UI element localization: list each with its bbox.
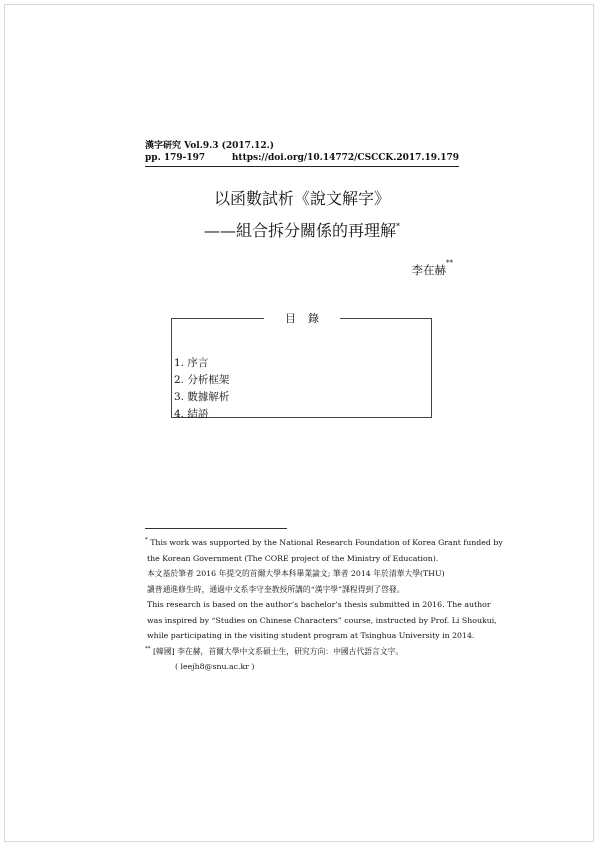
toc-item: 2. 分析框架 bbox=[174, 374, 230, 386]
journal-info: 漢字研究 Vol.9.3 (2017.12.) bbox=[145, 141, 274, 151]
doi-link[interactable]: https://doi.org/10.14772/CSCCK.2017.19.179 bbox=[231, 153, 459, 163]
footnote-2-mark: ** bbox=[145, 645, 151, 652]
author bbox=[411, 259, 454, 278]
footnote-text: while participating in the visiting student program at Tsinghua University in 2014. bbox=[147, 631, 475, 640]
toc-item: 4. 結語 bbox=[174, 408, 209, 420]
footnote-2-line bbox=[145, 644, 459, 660]
header-row bbox=[145, 152, 459, 164]
page-range: pp. 179-197 bbox=[145, 153, 206, 163]
footnote-text: [韓國] 李在赫，首爾大學中文系碩士生，研究方向：中國古代語言文字。 bbox=[152, 646, 404, 656]
toc-item: 1. 序言 bbox=[174, 357, 209, 369]
author-name: 李在赫 bbox=[411, 263, 446, 277]
footnote-1-mark: * bbox=[145, 537, 148, 543]
author-email[interactable]: ( leejh8@snu.ac.kr ) bbox=[175, 662, 255, 671]
page-frame bbox=[4, 4, 594, 842]
title-line-2 bbox=[145, 221, 459, 241]
toc-heading: 目錄 bbox=[264, 310, 340, 326]
toc-item: 3. 數據解析 bbox=[174, 391, 230, 403]
author-footnote-mark[interactable]: ** bbox=[446, 259, 453, 267]
header-rule bbox=[145, 166, 459, 167]
footnote-text: 本文基於筆者 2016 年提交的首爾大學本科畢業論文; 筆者 2014 年於清華大學(THU) bbox=[147, 569, 445, 578]
journal-header bbox=[145, 140, 459, 164]
title-footnote-mark[interactable]: * bbox=[396, 222, 400, 231]
footnote-text: was inspired by “Studies on Chinese Characters” course, instructed by Prof. Li Shoukui, bbox=[147, 615, 497, 625]
footnote-rule bbox=[145, 528, 287, 529]
footnote-text: This research is based on the author’s bachelor’s thesis submitted in 2016. The author bbox=[147, 600, 491, 609]
title-line-1: 以函數試析《說文解字》 bbox=[213, 189, 390, 208]
toc-list bbox=[174, 355, 229, 423]
footnote-1-line bbox=[145, 535, 503, 551]
footnote-text: 讀普通進修生時，通過中文系李守奎教授所講的“漢字學”課程得到了啓發。 bbox=[147, 584, 405, 594]
title-line-2-text: ——組合拆分關係的再理解 bbox=[203, 221, 396, 240]
footnotes bbox=[145, 535, 503, 675]
footnote-text: This work was supported by the National Research Foundation of Korea Grant funded by bbox=[150, 538, 503, 547]
footnote-text: the Korean Government (The CORE project of the Ministry of Education). bbox=[147, 553, 439, 563]
